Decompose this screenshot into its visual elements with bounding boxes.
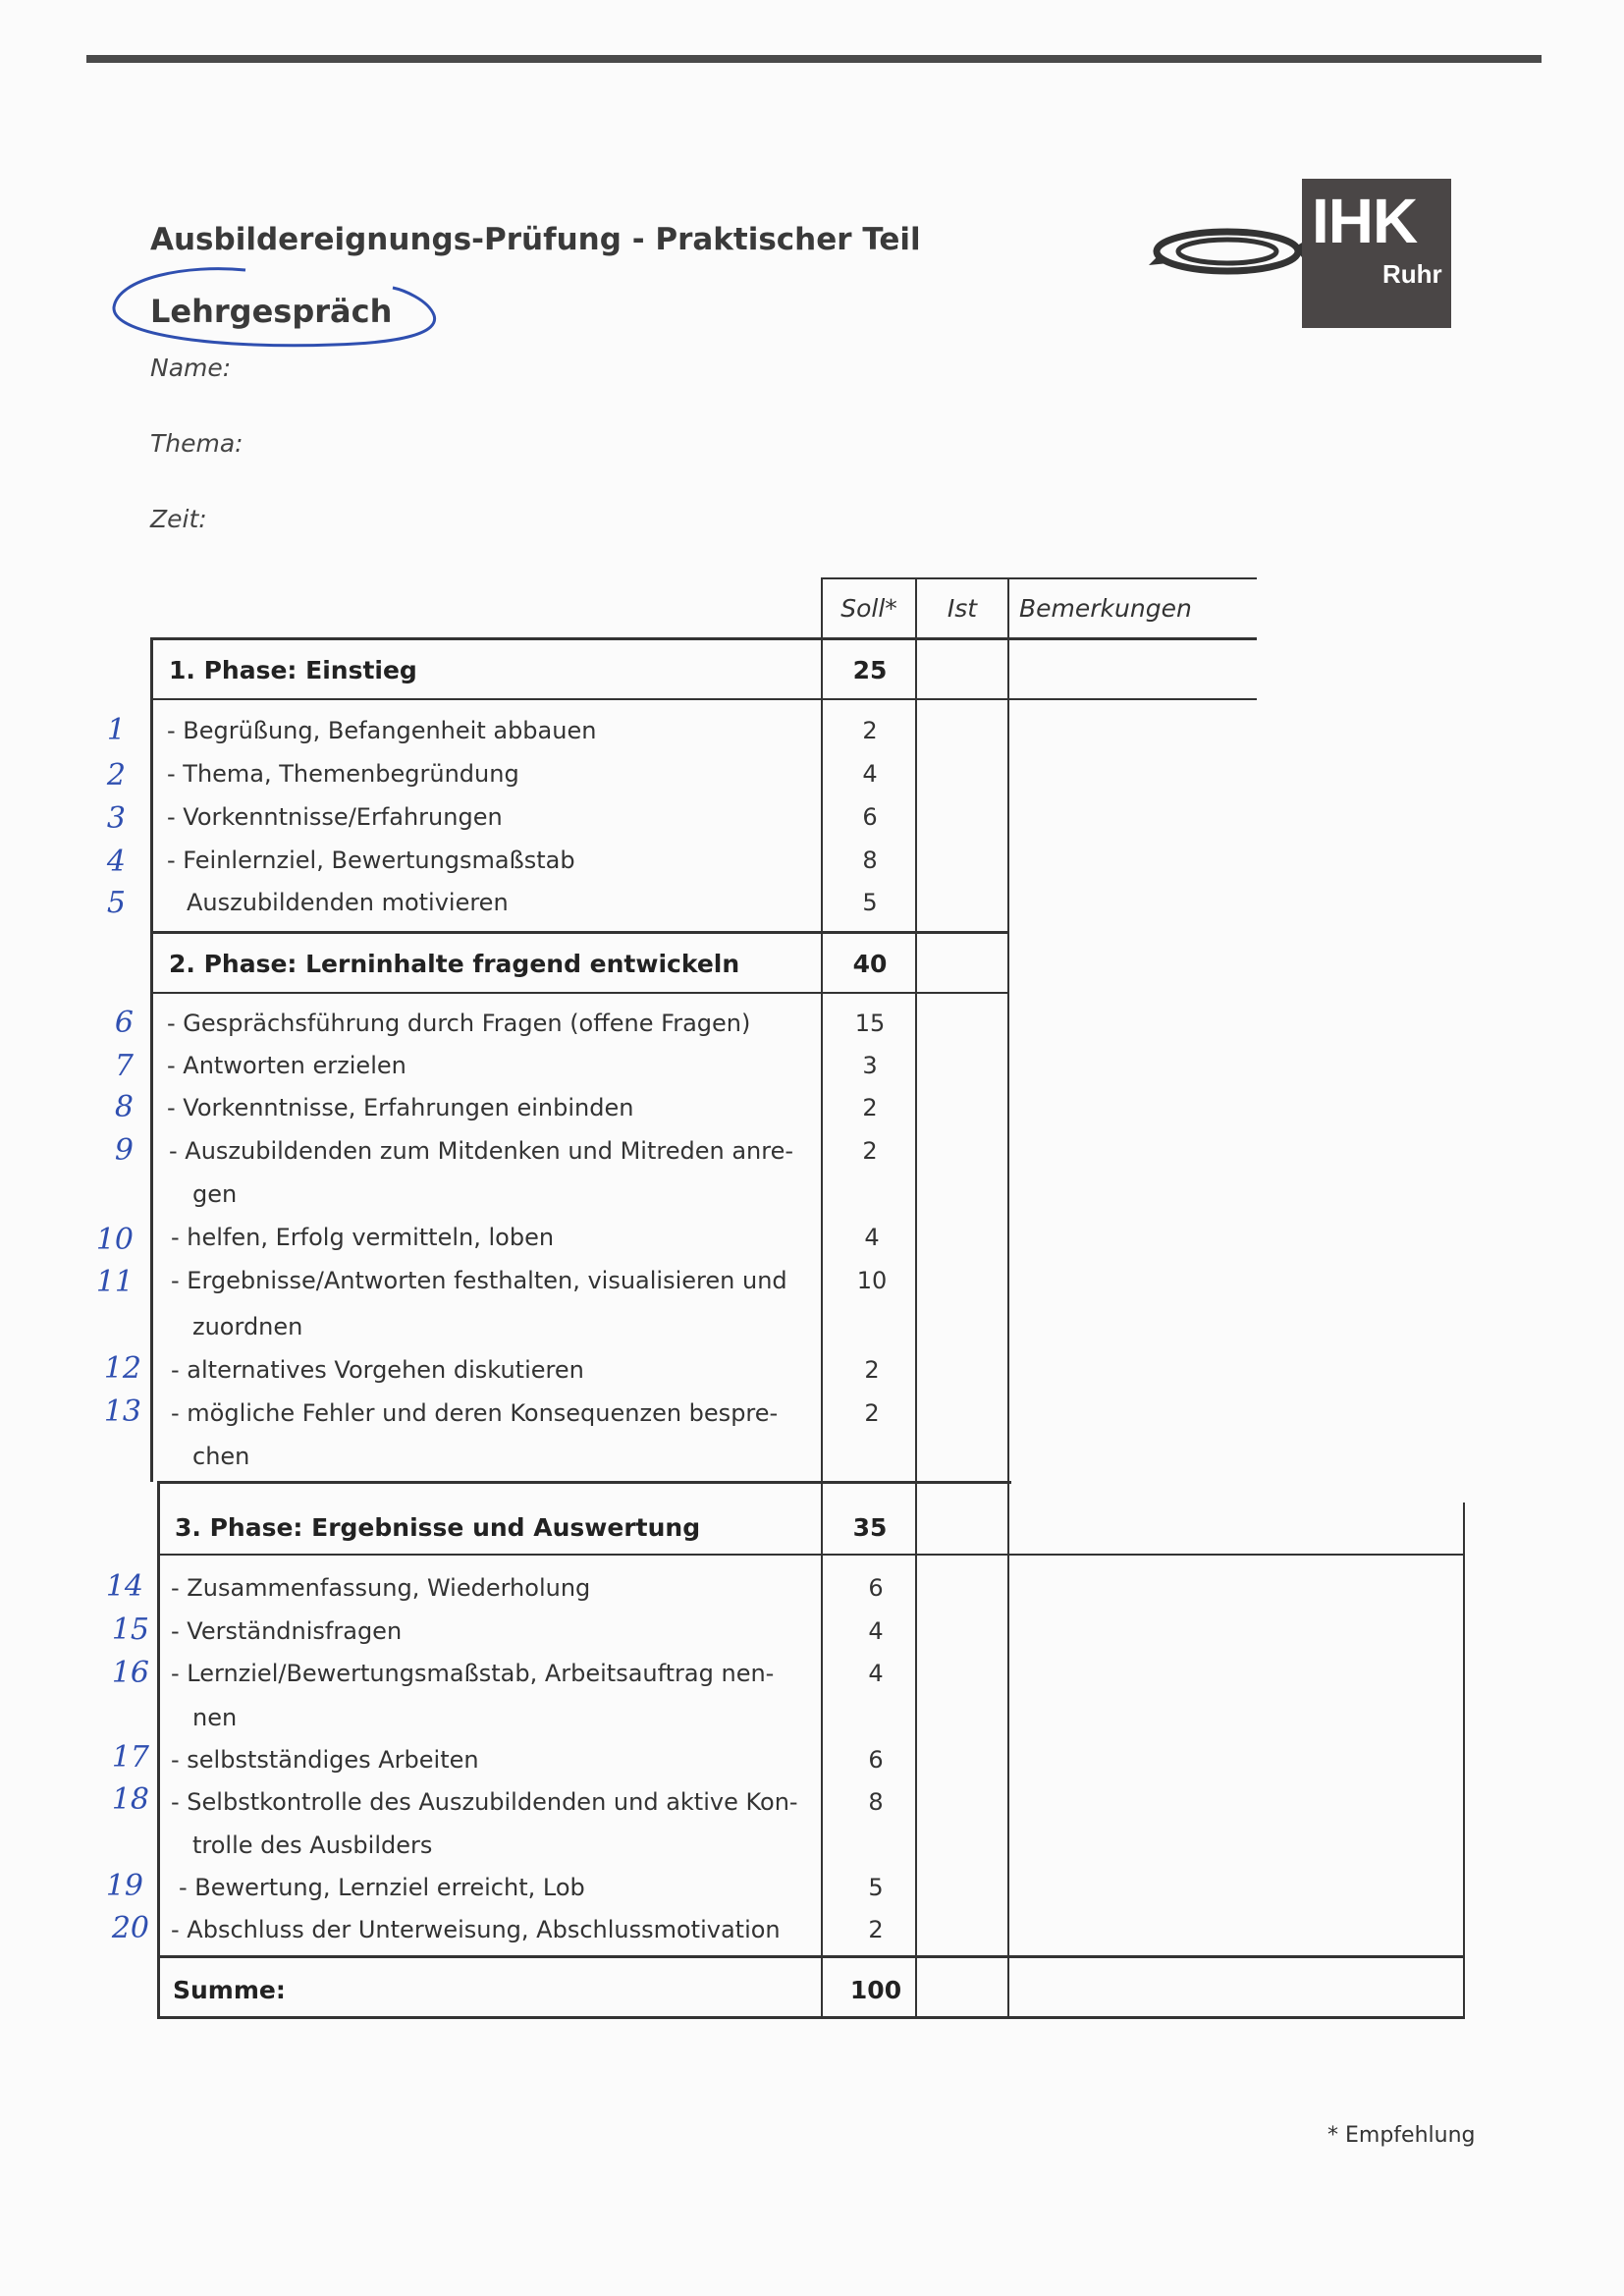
page-subtitle: Lehrgespräch xyxy=(150,293,393,330)
item-text: - mögliche Fehler und deren Konsequenzen bespre- xyxy=(171,1399,779,1427)
item-text: - Gesprächsführung durch Fragen (offene Fragen) xyxy=(167,1010,751,1037)
item-text: - Verständnisfragen xyxy=(171,1617,403,1645)
summe-label: Summe: xyxy=(173,1976,286,2004)
phase-title: 2. Phase: Lerninhalte fragend entwickeln xyxy=(169,950,740,978)
item-text-continued: nen xyxy=(192,1704,238,1731)
top-rule xyxy=(86,55,1542,63)
item-text-continued: trolle des Ausbilders xyxy=(192,1831,433,1859)
item-text: - Selbstkontrolle des Auszubildenden und aktive Kon- xyxy=(171,1788,798,1816)
thema-label: Thema: xyxy=(150,429,244,458)
item-soll: 2 xyxy=(862,717,878,744)
item-soll: 2 xyxy=(862,1137,878,1165)
item-soll: 5 xyxy=(862,889,878,916)
name-label: Name: xyxy=(150,354,232,382)
item-soll: 5 xyxy=(868,1874,884,1901)
page-title: Ausbildereignungs-Prüfung - Praktischer Teil xyxy=(150,222,921,257)
bemerkungen-left-line xyxy=(1007,577,1009,2019)
left-border-1 xyxy=(150,637,153,1482)
zeit-label: Zeit: xyxy=(150,505,207,533)
summe-bottom-line xyxy=(157,2016,1465,2019)
item-text: - Bewertung, Lernziel erreicht, Lob xyxy=(179,1874,585,1901)
item-soll: 8 xyxy=(868,1788,884,1816)
item-number: 15 xyxy=(111,1613,149,1647)
item-text: - Feinlernziel, Bewertungsmaßstab xyxy=(167,847,575,874)
item-number: 6 xyxy=(114,1006,134,1040)
logo-ruhr-text: Ruhr xyxy=(1382,259,1442,289)
item-text: - Abschluss der Unterweisung, Abschlussmotivation xyxy=(171,1916,781,1943)
phase1-bottom-line xyxy=(150,698,1257,700)
item-text-continued: gen xyxy=(192,1180,238,1208)
phase-title: 3. Phase: Ergebnisse und Auswertung xyxy=(175,1513,701,1542)
summe-top-line xyxy=(157,1955,1465,1958)
item-number: 4 xyxy=(106,845,126,879)
item-text: - Vorkenntnisse/Erfahrungen xyxy=(167,803,503,831)
item-text: - helfen, Erfolg vermitteln, loben xyxy=(171,1224,555,1251)
item-soll: 2 xyxy=(868,1916,884,1943)
item-number: 9 xyxy=(114,1133,134,1168)
item-soll: 6 xyxy=(862,803,878,831)
phase-soll: 25 xyxy=(852,656,888,684)
item-number: 10 xyxy=(95,1223,134,1257)
item-soll: 15 xyxy=(854,1010,886,1037)
soll-left-line xyxy=(821,577,823,2019)
item-soll: 4 xyxy=(862,760,878,788)
phase3-bottom-line xyxy=(157,1554,1465,1556)
item-number: 5 xyxy=(106,886,126,920)
left-border-2 xyxy=(157,1481,160,2019)
item-text: Auszubildenden motivieren xyxy=(187,889,509,916)
item-number: 16 xyxy=(111,1656,149,1690)
item-soll: 2 xyxy=(862,1094,878,1121)
item-text: - selbstständiges Arbeiten xyxy=(171,1746,479,1774)
item-number: 7 xyxy=(114,1049,134,1083)
column-header-soll: Soll* xyxy=(840,593,897,623)
item-soll: 2 xyxy=(864,1399,880,1427)
phase1-top-line xyxy=(150,637,1257,640)
item-number: 14 xyxy=(105,1569,143,1604)
item-text: - Auszubildenden zum Mitdenken und Mitreden anre- xyxy=(169,1137,794,1165)
item-number: 12 xyxy=(103,1351,141,1386)
item-text-continued: zuordnen xyxy=(192,1313,303,1340)
right-border xyxy=(1463,1503,1465,2019)
phase2-top-line xyxy=(150,931,1009,934)
item-soll: 3 xyxy=(862,1052,878,1079)
phase-soll: 35 xyxy=(852,1513,888,1542)
item-text: - Thema, Themenbegründung xyxy=(167,760,519,788)
item-soll: 10 xyxy=(856,1267,888,1294)
item-number: 1 xyxy=(106,713,126,747)
phase-soll: 40 xyxy=(852,950,888,978)
item-number: 13 xyxy=(103,1394,141,1429)
item-text: - Vorkenntnisse, Erfahrungen einbinden xyxy=(167,1094,634,1121)
item-text: - Begrüßung, Befangenheit abbauen xyxy=(167,717,597,744)
item-text: - Zusammenfassung, Wiederholung xyxy=(171,1574,591,1602)
phase3-top-line xyxy=(157,1481,1011,1484)
item-soll: 6 xyxy=(868,1746,884,1774)
phase-title: 1. Phase: Einstieg xyxy=(169,656,417,684)
item-number: 11 xyxy=(95,1265,134,1299)
item-text-continued: chen xyxy=(192,1443,250,1470)
item-text: - Ergebnisse/Antworten festhalten, visualisieren und xyxy=(171,1267,787,1294)
item-soll: 8 xyxy=(862,847,878,874)
item-text: - alternatives Vorgehen diskutieren xyxy=(171,1356,584,1384)
ihk-ruhr-logo xyxy=(1147,179,1451,328)
item-number: 2 xyxy=(106,758,126,793)
phase2-bottom-line xyxy=(150,992,1009,994)
item-number: 20 xyxy=(111,1911,149,1945)
item-text: - Lernziel/Bewertungsmaßstab, Arbeitsauftrag nen- xyxy=(171,1660,775,1687)
item-number: 3 xyxy=(106,801,126,836)
item-soll: 4 xyxy=(864,1224,880,1251)
item-soll: 4 xyxy=(868,1660,884,1687)
column-header-bemerkungen: Bemerkungen xyxy=(1019,593,1192,623)
item-soll: 4 xyxy=(868,1617,884,1645)
item-number: 17 xyxy=(111,1740,149,1775)
item-soll: 6 xyxy=(868,1574,884,1602)
footnote: * Empfehlung xyxy=(1327,2123,1476,2148)
logo-ihk-text: IHK xyxy=(1312,186,1418,256)
column-header-ist: Ist xyxy=(947,593,978,623)
item-soll: 2 xyxy=(864,1356,880,1384)
logo-swirl-icon xyxy=(1147,218,1309,287)
item-text: - Antworten erzielen xyxy=(167,1052,406,1079)
item-number: 8 xyxy=(114,1090,134,1124)
item-number: 19 xyxy=(105,1869,143,1903)
summe-soll: 100 xyxy=(849,1976,902,2004)
item-number: 18 xyxy=(111,1782,149,1817)
